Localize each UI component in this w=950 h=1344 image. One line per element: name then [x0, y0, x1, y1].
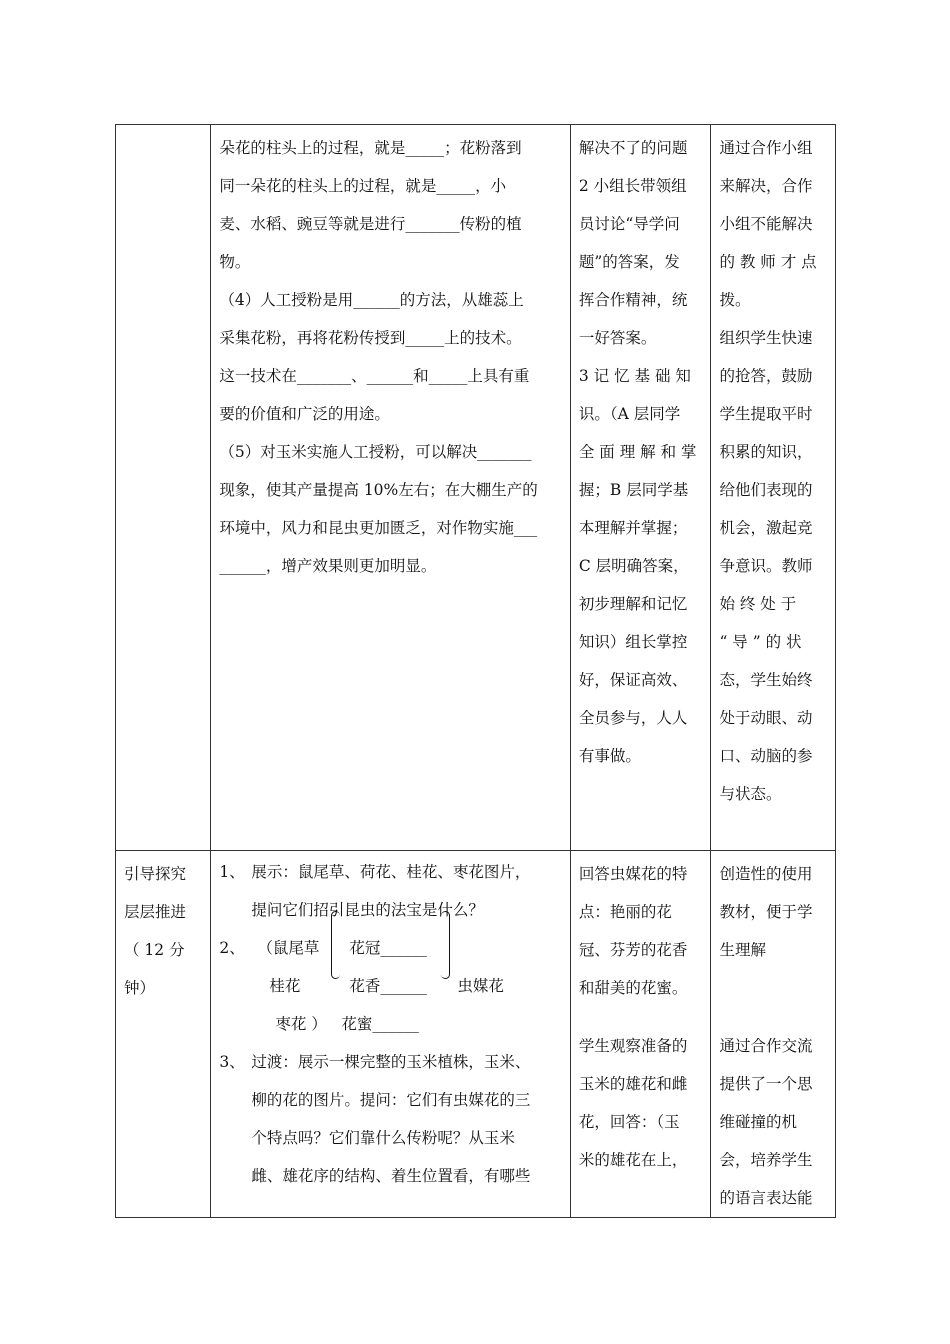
student-line: 题”的答案，发 [578, 253, 680, 271]
intent-line: 争意识。教师 [719, 557, 813, 575]
content-cell [211, 851, 570, 1218]
intent-line: “ 导 ” 的 状 [719, 633, 802, 651]
item-1 [219, 853, 561, 891]
student-line: 员讨论“导学问 [578, 215, 680, 233]
student-line: 回答虫媒花的特 [578, 865, 688, 883]
left-brace [331, 911, 340, 979]
brace-item: 花冠______ [349, 939, 427, 957]
intent-line: 处于动眼、动 [719, 709, 813, 727]
student-line: 挥合作精神，统 [578, 291, 688, 309]
design-intent-cell [711, 851, 836, 1218]
student-line: 一好答案。 [578, 329, 657, 347]
intent-line: 小组不能解决 [719, 215, 813, 233]
student-line: 有事做。 [578, 747, 641, 765]
intent-line: 的 教 师 才 点 [719, 253, 817, 271]
student-line: 好，保证高效、 [578, 671, 688, 689]
content-line: 麦、水稻、豌豆等就是进行_______传粉的植 [219, 215, 522, 233]
item-number: 2、 [219, 939, 245, 957]
stage-line: 引导探究 [124, 865, 187, 883]
student-line: 全员参与，人人 [578, 709, 688, 727]
intent-line: 维碰撞的机 [719, 1113, 797, 1131]
student-activity-cell [570, 125, 711, 851]
intent-line: 创造性的使用 [719, 865, 813, 883]
student-line: 知识）组长掌控 [578, 633, 688, 651]
design-intent-cell [711, 125, 836, 851]
student-line: 3 记 忆 基 础 知 [578, 367, 691, 385]
item-number: 1、 [219, 863, 245, 881]
intent-line: 拨。 [719, 291, 751, 309]
brace-left-label: （鼠尾草 [257, 939, 320, 957]
content-line: 现象，使其产量提高 10%左右；在大棚生产的 [219, 481, 538, 499]
brace-item: 花香______ [349, 977, 427, 995]
content-line: 要的价值和广泛的用途。 [219, 405, 390, 423]
brace-item: 花蜜______ [341, 1015, 419, 1033]
flower-brace-diagram [219, 929, 561, 1043]
table-row [116, 125, 836, 851]
student-line: 玉米的雄花和雌 [578, 1075, 688, 1093]
intent-line: 来解决，合作 [719, 177, 813, 195]
student-line: 和甜美的花蜜。 [578, 979, 688, 997]
item-number: 3、 [219, 1053, 245, 1071]
intent-line: 机会，激起竞 [719, 519, 813, 537]
brace-left-label: 桂花 [269, 977, 301, 995]
intent-line: 生理解 [719, 941, 766, 959]
intent-line: 组织学生快速 [719, 329, 813, 347]
intent-line: 态，学生始终 [719, 671, 813, 689]
item-text: 个特点吗？它们靠什么传粉呢？从玉米 [251, 1129, 515, 1147]
intent-line: 会，培养学生 [719, 1151, 813, 1169]
student-line: C 层明确答案， [578, 557, 689, 575]
student-line: 米的雄花在上， [578, 1151, 688, 1169]
student-line: 全 面 理 解 和 掌 [578, 443, 697, 461]
content-line: （5）对玉米实施人工授粉，可以解决_______ [219, 443, 532, 461]
item-text: 雌、雄花序的结构、着生位置看，有哪些 [251, 1167, 531, 1185]
intent-line: 教材，便于学 [719, 903, 813, 921]
table-row [116, 851, 836, 1218]
student-line: 握；B 层同学基 [578, 481, 689, 499]
student-line: 解决不了的问题 [578, 139, 688, 157]
brace-left-label: 枣花 ） [275, 1015, 327, 1033]
stage-line: 钟） [124, 979, 156, 997]
brace-result: 虫媒花 [457, 977, 504, 995]
intent-line: 给他们表现的 [719, 481, 813, 499]
content-line: 这一技术在_______、______和_____上具有重 [219, 367, 530, 385]
intent-line: 口、动脑的参 [719, 747, 813, 765]
item-text: 展示：鼠尾草、荷花、桂花、枣花图片， [251, 863, 531, 881]
item-text: 提问它们招引昆虫的法宝是什么？ [251, 901, 484, 919]
intent-line: 提供了一个思 [719, 1075, 813, 1093]
student-line: 学生观察准备的 [578, 1037, 688, 1055]
stage-line: （ 12 分 [124, 941, 185, 959]
stage-cell [116, 125, 211, 851]
content-line: 物。 [219, 253, 251, 271]
stage-cell [116, 851, 211, 1218]
item-1-continued [219, 891, 561, 929]
student-line: 本理解并掌握； [578, 519, 688, 537]
stage-line: 层层推进 [124, 903, 187, 921]
content-line: 朵花的柱头上的过程，就是_____；花粉落到 [219, 139, 522, 157]
content-line: ______，增产效果则更加明显。 [219, 557, 437, 575]
lesson-plan-table [115, 124, 836, 1218]
student-activity-cell [570, 851, 711, 1218]
content-line: 同一朵花的柱头上的过程，就是_____，小 [219, 177, 507, 195]
intent-line: 与状态。 [719, 785, 782, 803]
item-text: 柳的花的图片。提问：它们有虫媒花的三 [251, 1091, 531, 1109]
content-line: 环境中，风力和昆虫更加匮乏，对作物实施___ [219, 519, 538, 537]
intent-line: 的抢答，鼓励 [719, 367, 813, 385]
student-line: 2 小组长带领组 [578, 177, 687, 195]
student-line: 初步理解和记忆 [578, 595, 688, 613]
student-line: 花，回答：（玉 [578, 1113, 680, 1131]
student-line: 识。（A 层同学 [578, 405, 681, 423]
intent-line: 始 终 处 于 [719, 595, 797, 613]
intent-line: 积累的知识， [719, 443, 813, 461]
content-line: （4）人工授粉是用______的方法，从雄蕊上 [219, 291, 524, 309]
item-3 [219, 1043, 561, 1081]
item-text: 过渡：展示一棵完整的玉米植株，玉米、 [251, 1053, 531, 1071]
intent-line: 的语言表达能 [719, 1189, 813, 1207]
student-line: 点：艳丽的花 [578, 903, 672, 921]
content-line: 采集花粉，再将花粉传授到_____上的技术。 [219, 329, 522, 347]
content-cell [211, 125, 570, 851]
intent-line: 学生提取平时 [719, 405, 813, 423]
intent-line: 通过合作小组 [719, 139, 813, 157]
intent-line: 通过合作交流 [719, 1037, 813, 1055]
student-line: 冠、芬芳的花香 [578, 941, 688, 959]
right-brace [441, 911, 450, 979]
